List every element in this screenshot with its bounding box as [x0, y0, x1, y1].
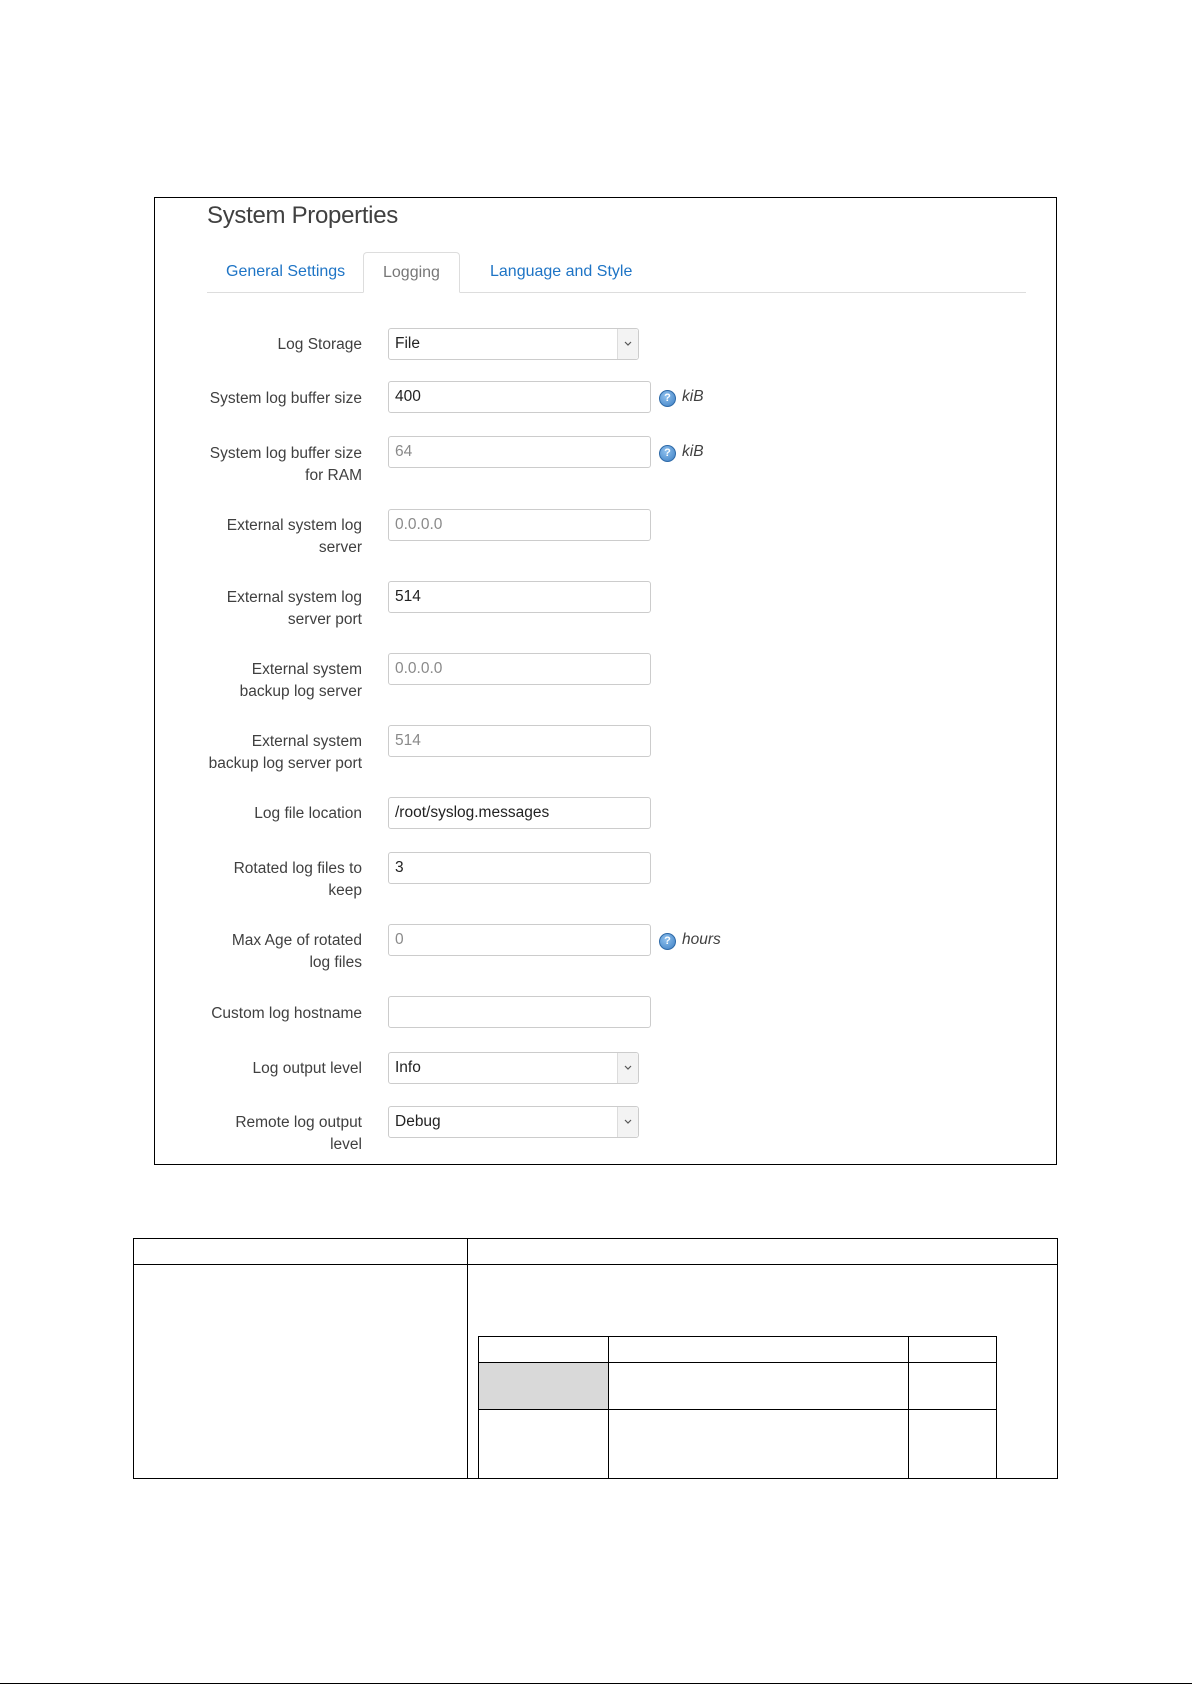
help-icon[interactable]: ?: [659, 933, 676, 950]
log-output-level-value: Info: [395, 1059, 421, 1076]
buffer-size-label: System log buffer size: [209, 390, 362, 407]
table-divider: [467, 1239, 468, 1478]
ext-server-port-input[interactable]: [388, 581, 651, 613]
tab-logging[interactable]: Logging: [363, 252, 460, 293]
remote-log-output-level-select[interactable]: [388, 1106, 639, 1138]
table-divider: [479, 1362, 996, 1363]
custom-hostname-label: Custom log hostname: [211, 1005, 362, 1022]
page-footer-rule: [0, 1683, 1192, 1684]
backup-server-port-input[interactable]: [388, 725, 651, 757]
log-file-location-input[interactable]: [388, 797, 651, 829]
table-divider: [134, 1264, 1057, 1265]
system-properties-panel: [154, 197, 1057, 1165]
log-storage-select[interactable]: [388, 328, 639, 360]
log-file-location-label: Log file location: [254, 805, 362, 822]
nested-table: [478, 1336, 997, 1479]
buffer-size-ram-unit: kiB: [682, 443, 704, 460]
log-output-level-label: Log output level: [252, 1060, 362, 1077]
help-icon[interactable]: ?: [659, 445, 676, 462]
tab-language-and-style[interactable]: Language and Style: [490, 263, 633, 280]
buffer-size-unit: kiB: [682, 388, 704, 405]
rotated-files-input[interactable]: [388, 852, 651, 884]
chevron-down-icon: [617, 1053, 638, 1083]
backup-server-port-label: External system backup log server port: [208, 733, 362, 772]
buffer-size-ram-label: System log buffer size for RAM: [209, 445, 362, 484]
max-age-input[interactable]: [388, 924, 651, 956]
buffer-size-ram-input[interactable]: [388, 436, 651, 468]
log-storage-value: File: [395, 335, 420, 352]
ext-server-port-label: External system log server port: [226, 589, 362, 628]
max-age-unit: hours: [682, 931, 721, 948]
ext-server-input[interactable]: [388, 509, 651, 541]
log-output-level-select[interactable]: [388, 1052, 639, 1084]
backup-server-input[interactable]: [388, 653, 651, 685]
remote-log-output-level-value: Debug: [395, 1113, 441, 1130]
table-divider: [908, 1337, 909, 1478]
chevron-down-icon: [617, 1107, 638, 1137]
ext-server-label: External system log server: [226, 517, 362, 556]
backup-server-label: External system backup log server: [239, 661, 362, 700]
chevron-down-icon: [617, 329, 638, 359]
tab-bar: [207, 252, 1026, 293]
help-icon[interactable]: ?: [659, 390, 676, 407]
max-age-label: Max Age of rotated log files: [231, 932, 362, 971]
rotated-files-label: Rotated log files to keep: [233, 860, 362, 899]
log-storage-label: Log Storage: [277, 336, 362, 353]
tab-general-settings[interactable]: General Settings: [226, 263, 346, 280]
table-divider: [479, 1409, 996, 1410]
remote-log-output-level-label: Remote log output level: [235, 1114, 362, 1153]
custom-hostname-input[interactable]: [388, 996, 651, 1028]
buffer-size-input[interactable]: [388, 381, 651, 413]
table-divider: [608, 1337, 609, 1478]
page-title: System Properties: [207, 202, 398, 229]
shaded-cell: [479, 1363, 608, 1409]
